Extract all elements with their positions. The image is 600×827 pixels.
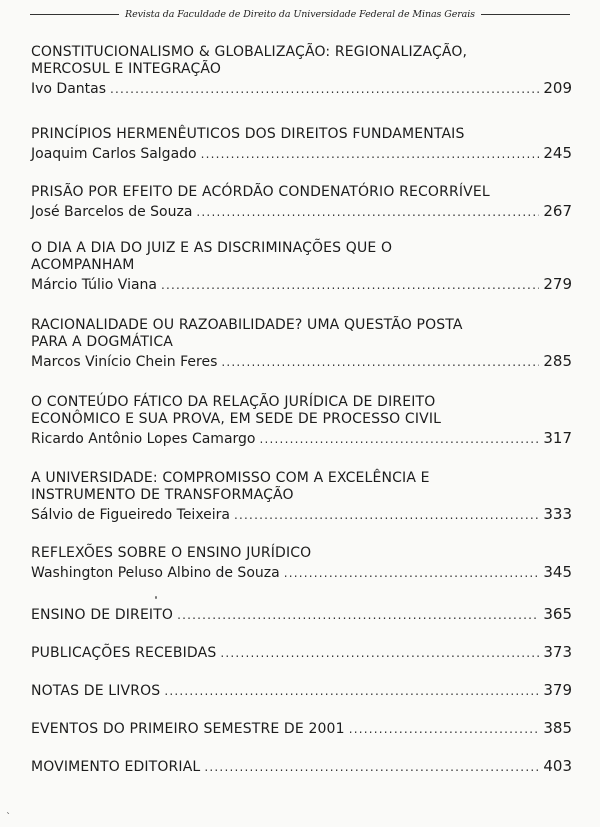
dot-leader (161, 277, 539, 294)
dot-leader (196, 204, 539, 221)
entry-title-line: INSTRUMENTO DE TRANSFORMAÇÃO (31, 487, 294, 503)
entry-title-line: RACIONALIDADE OU RAZOABILIDADE? UMA QUESTÃO POSTA (31, 317, 463, 333)
author-name: José Barcelos de Souza (31, 204, 193, 220)
entry-title-line: PRINCÍPIOS HERMENÊUTICOS DOS DIREITOS FUNDAMENTAIS (31, 126, 465, 142)
dot-leader (234, 507, 539, 524)
page-number: 379 (543, 681, 572, 699)
dot-leader (201, 146, 540, 163)
page-number: 285 (543, 352, 572, 370)
toc-entry (31, 240, 572, 294)
toc-entry (31, 545, 572, 582)
toc-section (31, 604, 572, 624)
entry-title-line: O DIA A DIA DO JUIZ E AS DISCRIMINAÇÕES QUE O (31, 240, 393, 256)
author-line (31, 351, 572, 371)
scan-mark: ` (6, 812, 11, 823)
dot-leader (220, 645, 539, 662)
page-number: 317 (543, 429, 572, 447)
section-title: ENSINO DE DIREITO (31, 607, 174, 623)
running-header (30, 9, 570, 20)
page-number: 245 (543, 144, 572, 162)
section-title: EVENTOS DO PRIMEIRO SEMESTRE DE 2001 (31, 721, 345, 737)
section-title: MOVIMENTO EDITORIAL (31, 759, 201, 775)
author-line (31, 201, 572, 221)
section-line (31, 604, 572, 624)
dot-leader (284, 565, 540, 582)
entry-title-line: REFLEXÕES SOBRE O ENSINO JURÍDICO (31, 545, 312, 561)
page-number: 403 (543, 757, 572, 775)
page-number: 333 (543, 505, 572, 523)
author-line (31, 78, 572, 98)
author-name: Joaquim Carlos Salgado (31, 146, 197, 162)
toc-entry (31, 44, 572, 98)
entry-title-line: MERCOSUL E INTEGRAÇÃO (31, 61, 222, 77)
toc-entry (31, 470, 572, 524)
dot-leader (221, 354, 539, 371)
author-line (31, 274, 572, 294)
author-line (31, 143, 572, 163)
header-rule-left (30, 14, 119, 15)
author-name: Ivo Dantas (31, 81, 107, 97)
entry-title-line: PARA A DOGMÁTICA (31, 334, 173, 350)
entry-title-line: PRISÃO POR EFEITO DE ACÓRDÃO CONDENATÓRIO RECORRÍVEL (31, 184, 490, 200)
page-number: 385 (543, 719, 572, 737)
author-name: Márcio Túlio Viana (31, 277, 157, 293)
dot-leader (349, 721, 540, 738)
page-number: 267 (543, 202, 572, 220)
toc-section (31, 718, 572, 738)
toc-section (31, 642, 572, 662)
toc-entry (31, 394, 572, 448)
dot-leader (177, 607, 539, 624)
entry-title-line: ECONÔMICO E SUA PROVA, EM SEDE DE PROCESSO CIVIL (31, 411, 442, 427)
scan-speck (155, 596, 157, 599)
dot-leader (110, 81, 539, 98)
section-title: PUBLICAÇÕES RECEBIDAS (31, 645, 217, 661)
entry-title-line: ACOMPANHAM (31, 257, 135, 273)
section-title: NOTAS DE LIVROS (31, 683, 161, 699)
author-name: Sálvio de Figueiredo Teixeira (31, 507, 231, 523)
section-line (31, 756, 572, 776)
header-rule-right (481, 14, 570, 15)
page-number: 345 (543, 563, 572, 581)
entry-title-line: CONSTITUCIONALISMO & GLOBALIZAÇÃO: REGIONALIZAÇÃO, (31, 44, 468, 60)
section-line (31, 642, 572, 662)
author-name: Washington Peluso Albino de Souza (31, 565, 280, 581)
section-line (31, 680, 572, 700)
toc-section (31, 680, 572, 700)
toc-entry (31, 184, 572, 221)
page-number: 209 (543, 79, 572, 97)
dot-leader (164, 683, 539, 700)
journal-title: Revista da Faculdade de Direito da Universidade Federal de Minas Gerais (125, 9, 475, 20)
author-line (31, 562, 572, 582)
author-line (31, 504, 572, 524)
dot-leader (260, 431, 540, 448)
toc-entry (31, 126, 572, 163)
author-line (31, 428, 572, 448)
entry-title-line: O CONTEÚDO FÁTICO DA RELAÇÃO JURÍDICA DE DIREITO (31, 394, 436, 410)
entry-title-line: A UNIVERSIDADE: COMPROMISSO COM A EXCELÊNCIA E (31, 470, 430, 486)
section-line (31, 718, 572, 738)
toc-section (31, 756, 572, 776)
page-number: 373 (543, 643, 572, 661)
dot-leader (204, 759, 539, 776)
page-number: 279 (543, 275, 572, 293)
author-name: Ricardo Antônio Lopes Camargo (31, 431, 256, 447)
page-number: 365 (543, 605, 572, 623)
toc-entry (31, 317, 572, 371)
author-name: Marcos Vinício Chein Feres (31, 354, 218, 370)
